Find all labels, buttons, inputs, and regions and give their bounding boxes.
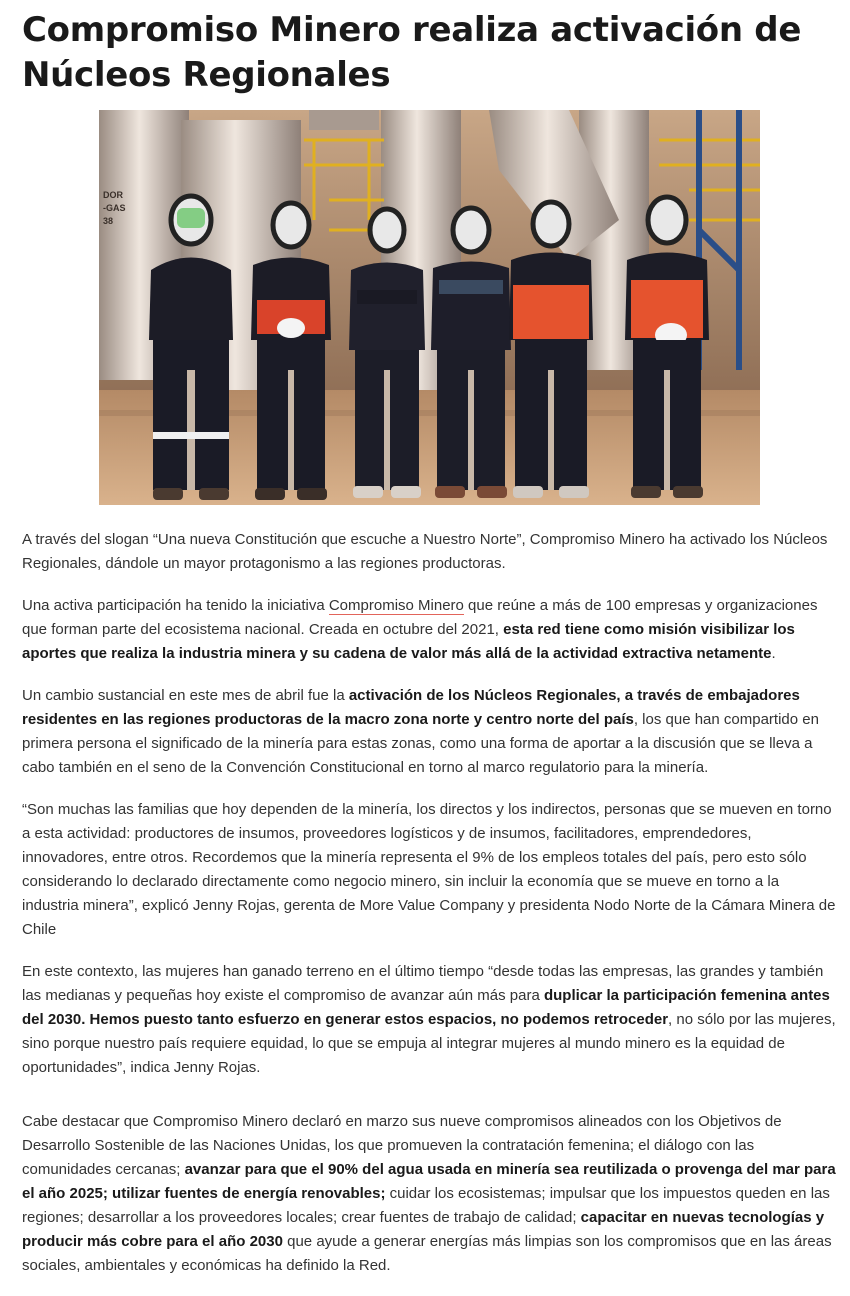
article-paragraph (22, 684, 837, 780)
paragraph-text: Cabe destacar que Compromiso Minero declaró en marzo sus nueve compromisos alineados con los Objetivos de Desarrollo Sostenible de las Naciones Unidas, los que promueven la contratación femenina; el diálogo con las comunidades cercanas; (22, 1113, 782, 1178)
sign-text-3: 38 (103, 216, 114, 226)
compromiso-minero-link[interactable]: Compromiso Minero (328, 597, 464, 614)
paragraph-text: . (771, 645, 776, 662)
article-hero-image (99, 110, 760, 505)
article-paragraph (22, 960, 837, 1080)
sign-text-2: -GAS (103, 203, 126, 213)
emphasis-text: duplicar la participación femenina antes del 2030. Hemos puesto tanto esfuerzo en generar estos espacios, no podemos retroceder (22, 987, 830, 1028)
paragraph-text: cuidar los ecosistemas; impulsar que los impuestos queden en las regiones; desarrollar a los proveedores locales; crear fuentes de trabajo de calidad; (22, 1185, 830, 1226)
emphasis-text: esta red tiene como misión visibilizar los aportes que realiza la industria minera y su cadena de valor más allá de la actividad extractiva netamente (22, 621, 795, 662)
paragraph-text: Una activa participación ha tenido la iniciativa (22, 597, 329, 614)
paragraph-text: A través del slogan “Una nueva Constitución que escuche a Nuestro Norte”, Compromiso Minero ha activado los Núcleos Regionales, dándole un mayor protagonismo a las regiones productoras. (22, 531, 828, 572)
paragraph-text: que ayude a generar energías más limpias son los compromisos que en las áreas sociales, ambientales y económicas ha definido la Red. (22, 1233, 832, 1274)
hero-photo-illustration (99, 110, 760, 505)
article-paragraph (22, 528, 837, 576)
article-paragraph (22, 594, 837, 666)
paragraph-text: , no sólo por las mujeres, sino porque nuestro país requiere equidad, lo que se empuja al integrar mujeres al mundo minero es la equidad de oportunidades”, indica Jenny Rojas. (22, 1011, 836, 1076)
paragraph-text: Un cambio sustancial en este mes de abril fue la (22, 687, 349, 704)
paragraph-text: En este contexto, las mujeres han ganado terreno en el último tiempo “desde todas las empresas, las grandes y también las medianas y pequeñas hoy existe el compromiso de avanzar aún más para (22, 963, 824, 1004)
paragraph-text: “Son muchas las familias que hoy dependen de la minería, los directos y los indirectos, personas que se mueven en torno a esta actividad: productores de insumos, proveedores logísticos y de insumos, facilitadores, emprendedores, innovadores, entre otros. Recordemos que la minería representa el 9% de los empleos totales del país, pero esto sólo considerando lo declarado directamente como negocio minero, sin incluir la economía que se mueve en torno a la industria minera”, explicó Jenny Rojas, gerenta de More Value Company y presidenta Nodo Norte de la Cámara Minera de Chile (22, 801, 836, 938)
sign-text-1: DOR (103, 190, 123, 200)
article-body (22, 528, 837, 1296)
emphasis-text: avanzar para que el 90% del agua usada en minería sea reutilizada o provenga del mar para el año 2025; utilizar fuentes de energía renovables; (22, 1161, 836, 1202)
emphasis-text: capacitar en nuevas tecnologías y producir más cobre para el año 2030 (22, 1209, 825, 1250)
article-title: Compromiso Minero realiza activación de Núcleos Regionales (22, 10, 802, 95)
article-paragraph (22, 1110, 837, 1278)
paragraph-text: , los que han compartido en primera persona el significado de la minería para estas zonas, como una forma de aportar a la discusión que se lleva a cabo también en el seno de la Convención Constitucional en torno al marco regulatorio para la minería. (22, 711, 819, 776)
article-paragraph (22, 798, 837, 942)
emphasis-text: activación de los Núcleos Regionales, a través de embajadores residentes en las regiones productoras de la macro zona norte y centro norte del país (22, 687, 800, 728)
paragraph-text: que reúne a más de 100 empresas y organizaciones que forman parte del ecosistema nacional. Creada en octubre del 2021, (22, 597, 818, 638)
